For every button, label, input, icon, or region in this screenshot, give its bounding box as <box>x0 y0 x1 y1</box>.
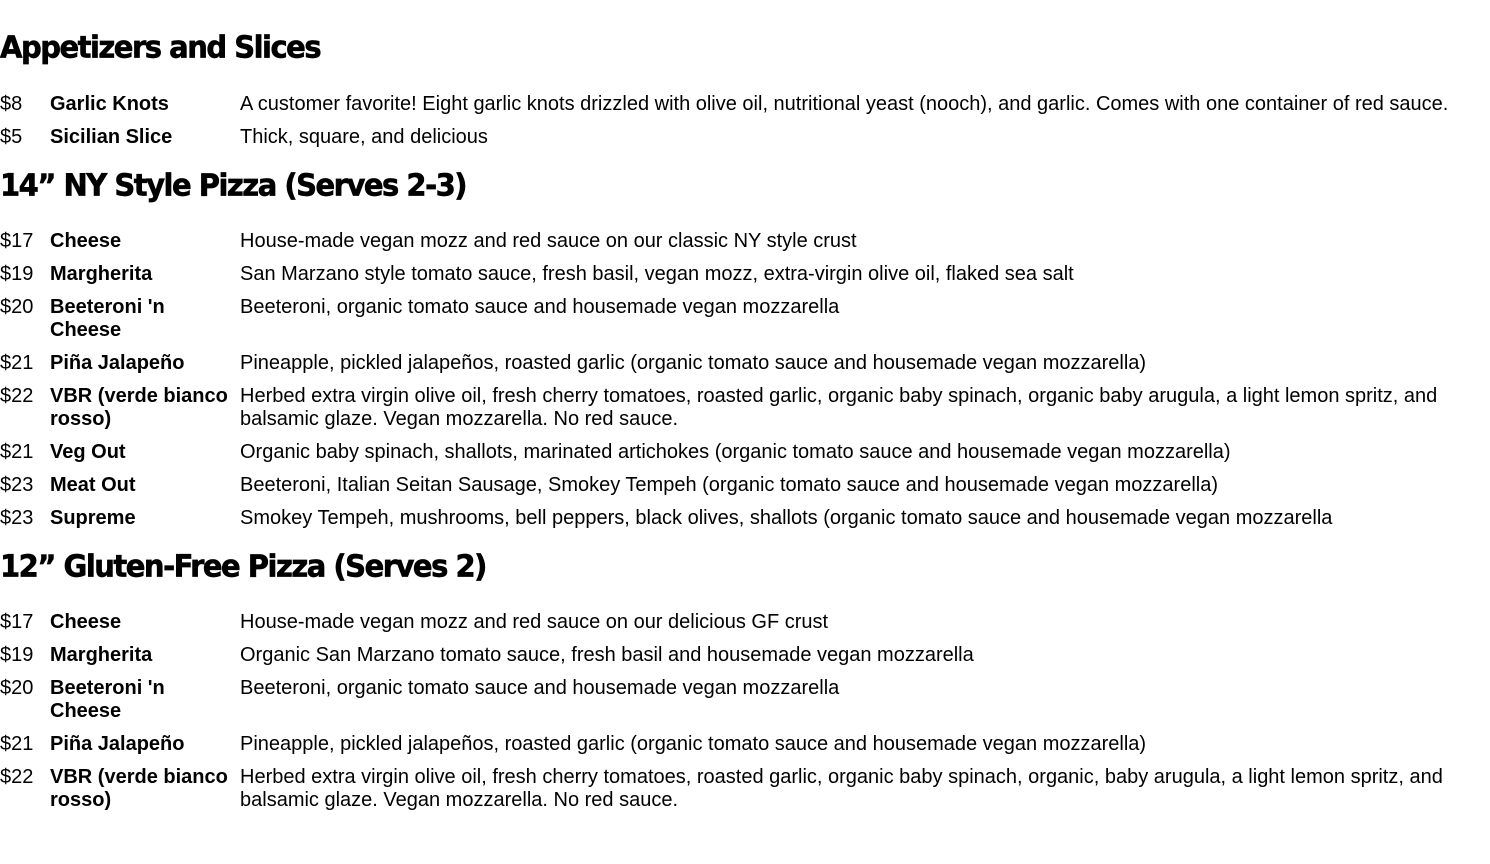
item-price: $21 <box>0 733 34 755</box>
item-description: House-made vegan mozz and red sauce on our classic NY style crust <box>240 230 857 252</box>
menu-item <box>0 474 1490 497</box>
menu-item <box>0 733 1490 756</box>
item-name: Veg Out <box>50 441 126 463</box>
item-name: Cheese <box>50 611 122 633</box>
item-price: $23 <box>0 507 34 529</box>
item-price: $17 <box>0 230 34 252</box>
section-title: Appetizers and Slices <box>0 29 321 65</box>
item-name: Sicilian Slice <box>50 126 173 148</box>
item-description: Beeteroni, Italian Seitan Sausage, Smokey Tempeh (organic tomato sauce and housemade vegan mozzarella) <box>240 474 1218 496</box>
item-name: Beeteroni 'n Cheese <box>50 677 165 722</box>
item-name: Piña Jalapeño <box>50 733 185 755</box>
item-name: VBR (verde bianco rosso) <box>50 766 228 811</box>
section-appetizers <box>0 0 1490 149</box>
item-name: Margherita <box>50 644 153 666</box>
item-price: $19 <box>0 263 34 285</box>
menu-item <box>0 611 1490 634</box>
item-price: $5 <box>0 126 23 148</box>
item-name: VBR (verde bianco rosso) <box>50 385 228 430</box>
item-description: Herbed extra virgin olive oil, fresh cherry tomatoes, roasted garlic, organic baby spinach, organic, baby arugula, a light lemon spritz, and balsamic glaze. Vegan mozzarella. No red sauce. <box>240 766 1443 811</box>
item-description: Pineapple, pickled jalapeños, roasted garlic (organic tomato sauce and housemade vegan mozzarella) <box>240 733 1147 755</box>
menu-item <box>0 352 1490 375</box>
item-description: Thick, square, and delicious <box>240 126 488 148</box>
item-description: A customer favorite! Eight garlic knots drizzled with olive oil, nutritional yeast (nooch), and garlic. Comes with one container of red sauce. <box>240 93 1449 115</box>
section-title: 12” Gluten-Free Pizza (Serves 2) <box>0 548 486 584</box>
item-name: Garlic Knots <box>50 93 169 115</box>
item-price: $21 <box>0 352 34 374</box>
item-price: $22 <box>0 385 34 407</box>
item-name: Margherita <box>50 263 153 285</box>
section-title: 14” NY Style Pizza (Serves 2-3) <box>0 167 467 203</box>
item-price: $17 <box>0 611 34 633</box>
menu-items-list <box>0 93 1490 149</box>
section-gluten-free-pizza <box>0 549 1490 812</box>
item-name: Cheese <box>50 230 122 252</box>
item-name: Meat Out <box>50 474 136 496</box>
menu-item <box>0 441 1490 464</box>
item-price: $19 <box>0 644 34 666</box>
menu-item <box>0 644 1490 667</box>
item-price: $21 <box>0 441 34 463</box>
menu-item <box>0 507 1490 530</box>
item-name: Piña Jalapeño <box>50 352 185 374</box>
item-price: $20 <box>0 677 34 699</box>
menu-item <box>0 677 1490 723</box>
item-description: Herbed extra virgin olive oil, fresh cherry tomatoes, roasted garlic, organic baby spinach, organic baby arugula, a light lemon spritz, and balsamic glaze. Vegan mozzarella. No red sauce. <box>240 385 1438 430</box>
menu-item <box>0 385 1490 431</box>
item-description: Smokey Tempeh, mushrooms, bell peppers, black olives, shallots (organic tomato sauce and housemade vegan mozzarella <box>240 507 1333 529</box>
menu-item <box>0 126 1490 149</box>
item-name: Beeteroni 'n Cheese <box>50 296 165 341</box>
item-price: $8 <box>0 93 23 115</box>
item-description: San Marzano style tomato sauce, fresh basil, vegan mozz, extra-virgin olive oil, flaked sea salt <box>240 263 1074 285</box>
menu-item <box>0 263 1490 286</box>
item-description: Pineapple, pickled jalapeños, roasted garlic (organic tomato sauce and housemade vegan mozzarella) <box>240 352 1147 374</box>
item-name: Supreme <box>50 507 136 529</box>
menu-items-list <box>0 611 1490 812</box>
item-price: $20 <box>0 296 34 318</box>
item-description: Beeteroni, organic tomato sauce and housemade vegan mozzarella <box>240 677 840 699</box>
item-price: $23 <box>0 474 34 496</box>
menu-item <box>0 93 1490 116</box>
menu-item <box>0 296 1490 342</box>
section-ny-style-pizza <box>0 168 1490 530</box>
menu-item <box>0 766 1490 812</box>
item-description: Organic San Marzano tomato sauce, fresh basil and housemade vegan mozzarella <box>240 644 974 666</box>
item-description: House-made vegan mozz and red sauce on our delicious GF crust <box>240 611 829 633</box>
menu-items-list <box>0 230 1490 530</box>
item-price: $22 <box>0 766 34 788</box>
menu-item <box>0 230 1490 253</box>
item-description: Organic baby spinach, shallots, marinated artichokes (organic tomato sauce and housemade vegan mozzarella) <box>240 441 1231 463</box>
item-description: Beeteroni, organic tomato sauce and housemade vegan mozzarella <box>240 296 840 318</box>
